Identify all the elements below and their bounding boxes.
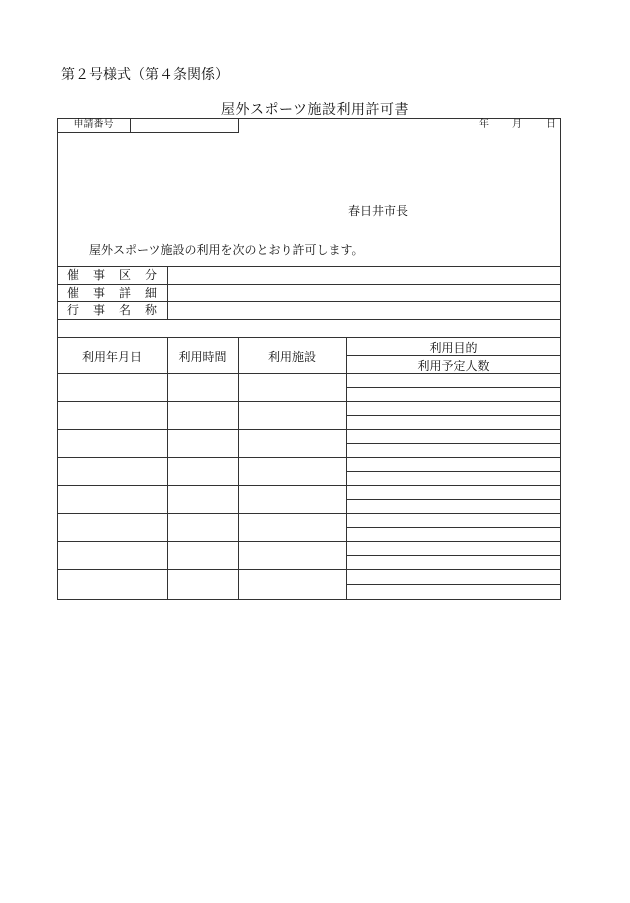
table-subrow-divider — [346, 527, 561, 528]
event-details-field[interactable] — [168, 285, 560, 300]
date-year-label: 年 — [479, 119, 489, 130]
event-category-label: 催 事 区 分 — [67, 268, 157, 282]
col-header-facility: 利用施設 — [267, 350, 316, 364]
table-row-divider — [57, 485, 561, 486]
date-month-label: 月 — [512, 119, 522, 130]
col-header-purpose: 利用目的 — [429, 341, 478, 355]
divider — [167, 337, 168, 600]
permission-notice: 屋外スポーツ施設の利用を次のとおり許可します。 — [89, 243, 364, 257]
issuer-name: 春日井市長 — [348, 204, 409, 218]
table-row-divider — [57, 569, 561, 570]
document-title: 屋外スポーツ施設利用許可書 — [221, 102, 409, 118]
event-category-field[interactable] — [168, 267, 560, 283]
divider — [346, 337, 347, 600]
table-row-divider — [57, 541, 561, 542]
event-name-label: 行 事 名 称 — [67, 303, 157, 317]
table-subrow-divider — [346, 387, 561, 388]
table-subrow-divider — [346, 499, 561, 500]
divider — [57, 337, 561, 338]
col-header-date: 利用年月日 — [81, 350, 142, 364]
table-subrow-divider — [346, 415, 561, 416]
table-row-divider — [57, 513, 561, 514]
divider — [238, 337, 239, 600]
col-header-time: 利用時間 — [178, 350, 227, 364]
table-row-divider — [57, 429, 561, 430]
divider — [57, 319, 561, 320]
event-name-field[interactable] — [168, 302, 560, 318]
table-subrow-divider — [346, 584, 561, 585]
table-row-divider — [57, 401, 561, 402]
table-subrow-divider — [346, 471, 561, 472]
table-row-divider — [57, 457, 561, 458]
application-number-label: 申請番号 — [57, 118, 131, 132]
form-number-label: 第２号様式（第４条関係） — [61, 67, 229, 83]
event-details-label: 催 事 詳 細 — [67, 286, 157, 300]
col-header-planned-people: 利用予定人数 — [417, 359, 490, 373]
table-subrow-divider — [346, 555, 561, 556]
date-day-label: 日 — [546, 119, 556, 130]
table-subrow-divider — [346, 443, 561, 444]
